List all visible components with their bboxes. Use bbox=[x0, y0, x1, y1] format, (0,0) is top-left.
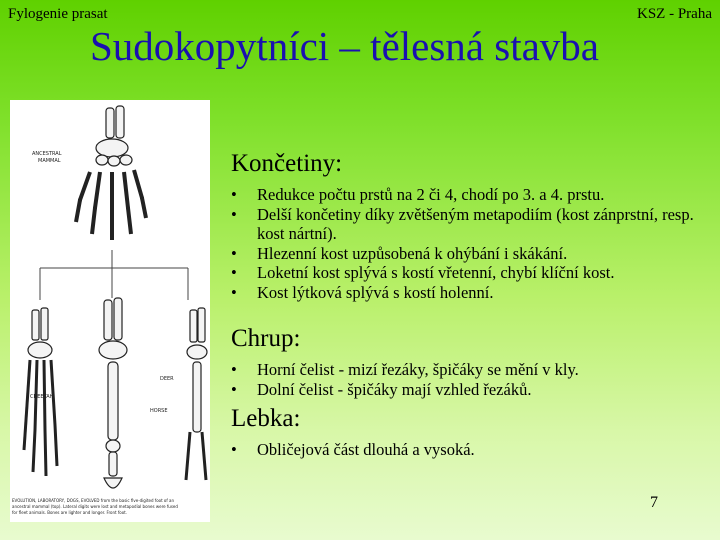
header-left: Fylogenie prasat bbox=[8, 6, 108, 22]
svg-text:ancestral mammal (top). Latera: ancestral mammal (top). Lateral digits were lost and metapodial bones were fused bbox=[12, 504, 178, 509]
list-item: • Obličejová část dlouhá a vysoká. bbox=[231, 440, 475, 459]
label-ancestral: ANCESTRAL bbox=[32, 151, 62, 157]
deer-foot-drawing bbox=[186, 308, 207, 480]
horse-foot-drawing bbox=[99, 298, 127, 488]
list-item: • Delší končetiny díky zvětšeným metapodiím (kost zánprstní, resp. kost nártní). bbox=[231, 204, 694, 243]
section-heading-koncetiny: Končetiny: bbox=[231, 150, 343, 177]
label-horse: HORSE bbox=[150, 408, 168, 414]
svg-text:MAMMAL: MAMMAL bbox=[38, 158, 61, 164]
section-heading-chrup: Chrup: bbox=[231, 325, 301, 352]
svg-text:for fleet animals. Bones are l: for fleet animals. Bones are lighter and longer. Front foot. bbox=[12, 510, 128, 515]
bullet-list-lebka bbox=[231, 440, 701, 460]
header-right: KSZ - Praha bbox=[637, 6, 712, 22]
bullet-list-koncetiny bbox=[231, 185, 701, 302]
list-item: • Kost lýtková splývá s kostí holenní. bbox=[231, 282, 494, 302]
bullet-list-chrup bbox=[231, 360, 701, 399]
limb-skeleton-figure bbox=[10, 100, 210, 522]
list-item: • Loketní kost splývá s kostí vřetenní, chybí klíční kost. bbox=[231, 263, 615, 282]
label-cheetah: CHEETAH bbox=[30, 394, 54, 400]
slide-title: Sudokopytníci – tělesná stavba bbox=[90, 23, 599, 69]
list-item: • Hlezenní kost uzpůsobená k ohýbání i skákání. bbox=[231, 243, 568, 263]
label-deer: DEER bbox=[160, 376, 174, 382]
list-item: • Horní čelist - mizí řezáky, špičáky se mění v kly. bbox=[231, 360, 579, 379]
cheetah-foot-drawing bbox=[24, 308, 57, 476]
list-item: • Dolní čelist - špičáky mají vzhled řezáků. bbox=[231, 379, 532, 399]
figure-caption: EVOLUTION, LABORATORY, DOGS, EVOLVED from the basic five-digited foot of an bbox=[12, 498, 175, 503]
section-heading-lebka: Lebka: bbox=[231, 405, 301, 432]
page-number: 7 bbox=[650, 494, 658, 511]
list-item: • Redukce počtu prstů na 2 či 4, chodí po 3. a 4. prstu. bbox=[231, 185, 605, 204]
ancestral-hand-drawing bbox=[76, 106, 146, 240]
